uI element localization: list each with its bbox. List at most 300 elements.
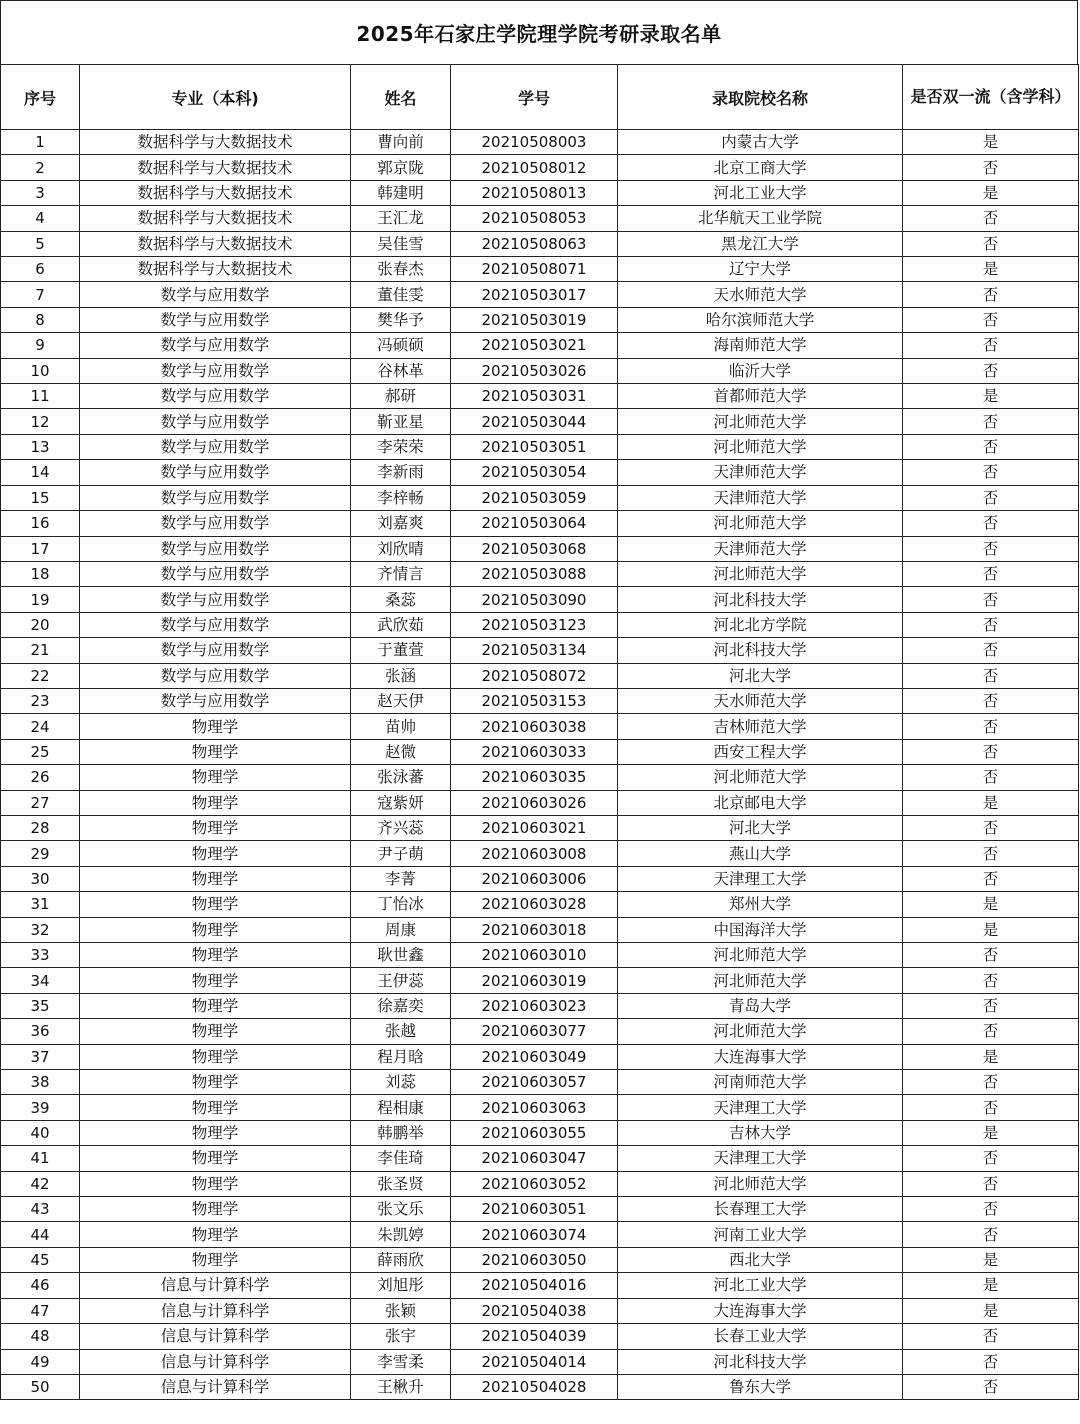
- header-double-first-class: 是否双一流（含学科）: [903, 65, 1079, 130]
- table-row: [1, 841, 1079, 866]
- cell-major: 物理学: [80, 1171, 351, 1196]
- cell-name: 王伊蕊: [351, 968, 451, 993]
- cell-student-id: 20210503021: [451, 333, 618, 358]
- cell-index: 21: [1, 638, 80, 663]
- cell-index: 40: [1, 1120, 80, 1145]
- cell-double-first-class: 是: [903, 790, 1079, 815]
- cell-university: 中国海洋大学: [618, 917, 903, 942]
- cell-student-id: 20210603077: [451, 1019, 618, 1044]
- cell-student-id: 20210503068: [451, 536, 618, 561]
- cell-name: 刘欣晴: [351, 536, 451, 561]
- cell-university: 西安工程大学: [618, 739, 903, 764]
- table-row: [1, 1349, 1079, 1374]
- cell-double-first-class: 否: [903, 1146, 1079, 1171]
- cell-double-first-class: 否: [903, 1222, 1079, 1247]
- cell-university: 西北大学: [618, 1247, 903, 1272]
- cell-major: 物理学: [80, 815, 351, 840]
- cell-double-first-class: 否: [903, 434, 1079, 459]
- cell-double-first-class: 否: [903, 612, 1079, 637]
- table-row: [1, 765, 1079, 790]
- cell-student-id: 20210503064: [451, 511, 618, 536]
- cell-university: 河北工业大学: [618, 1273, 903, 1298]
- cell-index: 14: [1, 460, 80, 485]
- table-row: [1, 333, 1079, 358]
- cell-double-first-class: 否: [903, 1349, 1079, 1374]
- cell-student-id: 20210503153: [451, 688, 618, 713]
- cell-major: 物理学: [80, 1044, 351, 1069]
- table-row: [1, 231, 1079, 256]
- cell-university: 郑州大学: [618, 892, 903, 917]
- cell-major: 物理学: [80, 943, 351, 968]
- table-row: [1, 638, 1079, 663]
- cell-name: 李雪柔: [351, 1349, 451, 1374]
- cell-index: 32: [1, 917, 80, 942]
- table-row: [1, 1019, 1079, 1044]
- cell-student-id: 20210603063: [451, 1095, 618, 1120]
- cell-name: 于董萱: [351, 638, 451, 663]
- table-row: [1, 1324, 1079, 1349]
- cell-major: 数学与应用数学: [80, 536, 351, 561]
- cell-name: 李新雨: [351, 460, 451, 485]
- cell-index: 25: [1, 739, 80, 764]
- table-row: [1, 561, 1079, 586]
- cell-index: 41: [1, 1146, 80, 1171]
- cell-name: 张春杰: [351, 257, 451, 282]
- table-row: [1, 1044, 1079, 1069]
- cell-index: 27: [1, 790, 80, 815]
- cell-student-id: 20210603055: [451, 1120, 618, 1145]
- cell-student-id: 20210503019: [451, 307, 618, 332]
- cell-major: 数学与应用数学: [80, 511, 351, 536]
- cell-index: 46: [1, 1273, 80, 1298]
- cell-major: 数学与应用数学: [80, 638, 351, 663]
- cell-student-id: 20210508063: [451, 231, 618, 256]
- table-row: [1, 1222, 1079, 1247]
- cell-student-id: 20210603052: [451, 1171, 618, 1196]
- cell-student-id: 20210503051: [451, 434, 618, 459]
- table-row: [1, 587, 1079, 612]
- cell-index: 33: [1, 943, 80, 968]
- cell-major: 信息与计算科学: [80, 1324, 351, 1349]
- table-row: [1, 790, 1079, 815]
- cell-university: 内蒙古大学: [618, 130, 903, 155]
- cell-name: 刘蕊: [351, 1070, 451, 1095]
- table-row: [1, 130, 1079, 155]
- cell-name: 刘嘉爽: [351, 511, 451, 536]
- cell-university: 天津理工大学: [618, 1095, 903, 1120]
- table-row: [1, 1120, 1079, 1145]
- cell-name: 尹子萌: [351, 841, 451, 866]
- cell-university: 天水师范大学: [618, 688, 903, 713]
- cell-major: 数据科学与大数据技术: [80, 155, 351, 180]
- cell-name: 程相康: [351, 1095, 451, 1120]
- table-row: [1, 1070, 1079, 1095]
- cell-university: 北华航天工业学院: [618, 206, 903, 231]
- cell-name: 刘旭彤: [351, 1273, 451, 1298]
- cell-name: 樊华予: [351, 307, 451, 332]
- table-row: [1, 536, 1079, 561]
- cell-index: 4: [1, 206, 80, 231]
- cell-name: 曹向前: [351, 130, 451, 155]
- table-row: [1, 1247, 1079, 1272]
- cell-double-first-class: 否: [903, 485, 1079, 510]
- cell-double-first-class: 是: [903, 1120, 1079, 1145]
- cell-student-id: 20210508072: [451, 663, 618, 688]
- cell-major: 数学与应用数学: [80, 612, 351, 637]
- cell-index: 50: [1, 1374, 80, 1399]
- cell-name: 张越: [351, 1019, 451, 1044]
- cell-student-id: 20210603026: [451, 790, 618, 815]
- table-row: [1, 1095, 1079, 1120]
- cell-major: 数学与应用数学: [80, 409, 351, 434]
- cell-double-first-class: 否: [903, 206, 1079, 231]
- cell-major: 物理学: [80, 968, 351, 993]
- table-row: [1, 180, 1079, 205]
- cell-double-first-class: 否: [903, 714, 1079, 739]
- cell-major: 数学与应用数学: [80, 333, 351, 358]
- cell-name: 程月晗: [351, 1044, 451, 1069]
- cell-major: 物理学: [80, 1095, 351, 1120]
- cell-university: 天津师范大学: [618, 485, 903, 510]
- cell-student-id: 20210508071: [451, 257, 618, 282]
- header-student-id: 学号: [451, 65, 618, 130]
- cell-name: 冯硕硕: [351, 333, 451, 358]
- cell-index: 23: [1, 688, 80, 713]
- cell-major: 数学与应用数学: [80, 282, 351, 307]
- cell-university: 河北科技大学: [618, 1349, 903, 1374]
- cell-double-first-class: 否: [903, 688, 1079, 713]
- cell-student-id: 20210503123: [451, 612, 618, 637]
- cell-double-first-class: 是: [903, 180, 1079, 205]
- cell-name: 韩鹏举: [351, 1120, 451, 1145]
- cell-name: 郭京陇: [351, 155, 451, 180]
- cell-student-id: 20210503031: [451, 384, 618, 409]
- cell-double-first-class: 是: [903, 1273, 1079, 1298]
- cell-double-first-class: 否: [903, 561, 1079, 586]
- cell-index: 15: [1, 485, 80, 510]
- cell-university: 河北师范大学: [618, 765, 903, 790]
- cell-name: 李菁: [351, 866, 451, 891]
- cell-university: 河北师范大学: [618, 968, 903, 993]
- cell-name: 齐情言: [351, 561, 451, 586]
- cell-university: 哈尔滨师范大学: [618, 307, 903, 332]
- cell-name: 王汇龙: [351, 206, 451, 231]
- cell-major: 信息与计算科学: [80, 1349, 351, 1374]
- table-row: [1, 815, 1079, 840]
- header-university: 录取院校名称: [618, 65, 903, 130]
- cell-student-id: 20210603028: [451, 892, 618, 917]
- cell-student-id: 20210603035: [451, 765, 618, 790]
- cell-student-id: 20210508012: [451, 155, 618, 180]
- cell-major: 信息与计算科学: [80, 1298, 351, 1323]
- cell-index: 7: [1, 282, 80, 307]
- cell-index: 47: [1, 1298, 80, 1323]
- cell-index: 36: [1, 1019, 80, 1044]
- cell-index: 26: [1, 765, 80, 790]
- cell-name: 张文乐: [351, 1197, 451, 1222]
- cell-student-id: 20210603074: [451, 1222, 618, 1247]
- header-major: 专业（本科): [80, 65, 351, 130]
- cell-university: 天水师范大学: [618, 282, 903, 307]
- cell-major: 信息与计算科学: [80, 1273, 351, 1298]
- cell-student-id: 20210508003: [451, 130, 618, 155]
- cell-university: 河北工业大学: [618, 180, 903, 205]
- cell-name: 张颖: [351, 1298, 451, 1323]
- cell-university: 天津师范大学: [618, 536, 903, 561]
- cell-double-first-class: 是: [903, 130, 1079, 155]
- cell-student-id: 20210504016: [451, 1273, 618, 1298]
- cell-name: 赵微: [351, 739, 451, 764]
- cell-double-first-class: 否: [903, 739, 1079, 764]
- cell-university: 天津师范大学: [618, 460, 903, 485]
- cell-major: 物理学: [80, 739, 351, 764]
- cell-student-id: 20210503026: [451, 358, 618, 383]
- cell-student-id: 20210508013: [451, 180, 618, 205]
- cell-index: 18: [1, 561, 80, 586]
- cell-student-id: 20210503017: [451, 282, 618, 307]
- cell-university: 河北师范大学: [618, 561, 903, 586]
- cell-major: 数据科学与大数据技术: [80, 130, 351, 155]
- cell-name: 谷林革: [351, 358, 451, 383]
- cell-university: 河北科技大学: [618, 587, 903, 612]
- cell-double-first-class: 否: [903, 968, 1079, 993]
- cell-major: 数据科学与大数据技术: [80, 206, 351, 231]
- cell-major: 数学与应用数学: [80, 460, 351, 485]
- cell-double-first-class: 是: [903, 917, 1079, 942]
- cell-major: 数学与应用数学: [80, 663, 351, 688]
- cell-index: 1: [1, 130, 80, 155]
- cell-major: 物理学: [80, 790, 351, 815]
- table-row: [1, 968, 1079, 993]
- cell-name: 郝研: [351, 384, 451, 409]
- cell-major: 物理学: [80, 1070, 351, 1095]
- table-row: [1, 206, 1079, 231]
- table-row: [1, 892, 1079, 917]
- cell-university: 海南师范大学: [618, 333, 903, 358]
- cell-university: 天津理工大学: [618, 866, 903, 891]
- cell-university: 河南工业大学: [618, 1222, 903, 1247]
- cell-university: 河北科技大学: [618, 638, 903, 663]
- cell-index: 45: [1, 1247, 80, 1272]
- cell-name: 周康: [351, 917, 451, 942]
- cell-index: 2: [1, 155, 80, 180]
- cell-student-id: 20210603019: [451, 968, 618, 993]
- cell-name: 吴佳雪: [351, 231, 451, 256]
- table-row: [1, 434, 1079, 459]
- cell-index: 43: [1, 1197, 80, 1222]
- cell-double-first-class: 否: [903, 815, 1079, 840]
- cell-name: 李佳琦: [351, 1146, 451, 1171]
- cell-name: 桑蕊: [351, 587, 451, 612]
- cell-name: 李荣荣: [351, 434, 451, 459]
- cell-double-first-class: 否: [903, 231, 1079, 256]
- cell-double-first-class: 是: [903, 1298, 1079, 1323]
- cell-double-first-class: 否: [903, 282, 1079, 307]
- cell-index: 12: [1, 409, 80, 434]
- cell-student-id: 20210603008: [451, 841, 618, 866]
- cell-double-first-class: 是: [903, 892, 1079, 917]
- cell-university: 黑龙江大学: [618, 231, 903, 256]
- cell-double-first-class: 否: [903, 638, 1079, 663]
- cell-student-id: 20210603049: [451, 1044, 618, 1069]
- cell-double-first-class: 否: [903, 307, 1079, 332]
- table-row: [1, 358, 1079, 383]
- cell-student-id: 20210603050: [451, 1247, 618, 1272]
- cell-name: 寇紫妍: [351, 790, 451, 815]
- cell-double-first-class: 是: [903, 384, 1079, 409]
- cell-name: 薛雨欣: [351, 1247, 451, 1272]
- cell-major: 物理学: [80, 841, 351, 866]
- cell-name: 张圣贤: [351, 1171, 451, 1196]
- cell-name: 董佳雯: [351, 282, 451, 307]
- cell-student-id: 20210603010: [451, 943, 618, 968]
- cell-major: 物理学: [80, 1120, 351, 1145]
- cell-double-first-class: 否: [903, 587, 1079, 612]
- cell-double-first-class: 否: [903, 358, 1079, 383]
- cell-student-id: 20210603021: [451, 815, 618, 840]
- cell-double-first-class: 否: [903, 1324, 1079, 1349]
- table-row: [1, 943, 1079, 968]
- cell-index: 24: [1, 714, 80, 739]
- cell-double-first-class: 否: [903, 409, 1079, 434]
- cell-name: 靳亚星: [351, 409, 451, 434]
- cell-student-id: 20210603051: [451, 1197, 618, 1222]
- cell-name: 李梓畅: [351, 485, 451, 510]
- cell-university: 临沂大学: [618, 358, 903, 383]
- cell-student-id: 20210603006: [451, 866, 618, 891]
- cell-student-id: 20210603023: [451, 993, 618, 1018]
- cell-name: 朱凯婷: [351, 1222, 451, 1247]
- cell-student-id: 20210603057: [451, 1070, 618, 1095]
- cell-double-first-class: 否: [903, 866, 1079, 891]
- cell-index: 35: [1, 993, 80, 1018]
- cell-major: 数学与应用数学: [80, 307, 351, 332]
- cell-university: 大连海事大学: [618, 1044, 903, 1069]
- cell-double-first-class: 否: [903, 1019, 1079, 1044]
- table-row: [1, 282, 1079, 307]
- table-row: [1, 663, 1079, 688]
- cell-major: 数学与应用数学: [80, 561, 351, 586]
- cell-name: 徐嘉奕: [351, 993, 451, 1018]
- table-row: [1, 612, 1079, 637]
- cell-double-first-class: 是: [903, 257, 1079, 282]
- cell-major: 数学与应用数学: [80, 434, 351, 459]
- table-row: [1, 1146, 1079, 1171]
- cell-university: 河北师范大学: [618, 1171, 903, 1196]
- cell-double-first-class: 否: [903, 841, 1079, 866]
- cell-student-id: 20210508053: [451, 206, 618, 231]
- table-row: [1, 688, 1079, 713]
- cell-major: 物理学: [80, 1222, 351, 1247]
- cell-name: 王楸升: [351, 1374, 451, 1399]
- table-row: [1, 1197, 1079, 1222]
- cell-double-first-class: 否: [903, 536, 1079, 561]
- cell-major: 信息与计算科学: [80, 1374, 351, 1399]
- cell-university: 首都师范大学: [618, 384, 903, 409]
- cell-name: 张宇: [351, 1324, 451, 1349]
- cell-index: 42: [1, 1171, 80, 1196]
- cell-university: 河北大学: [618, 663, 903, 688]
- table-row: [1, 155, 1079, 180]
- table-row: [1, 917, 1079, 942]
- cell-university: 河北师范大学: [618, 943, 903, 968]
- table-row: [1, 866, 1079, 891]
- cell-index: 29: [1, 841, 80, 866]
- cell-university: 吉林大学: [618, 1120, 903, 1145]
- cell-university: 鲁东大学: [618, 1374, 903, 1399]
- cell-index: 16: [1, 511, 80, 536]
- cell-index: 28: [1, 815, 80, 840]
- cell-university: 大连海事大学: [618, 1298, 903, 1323]
- cell-major: 物理学: [80, 1197, 351, 1222]
- cell-index: 38: [1, 1070, 80, 1095]
- header-index: 序号: [1, 65, 80, 130]
- cell-major: 物理学: [80, 1146, 351, 1171]
- cell-university: 燕山大学: [618, 841, 903, 866]
- cell-index: 20: [1, 612, 80, 637]
- cell-university: 天津理工大学: [618, 1146, 903, 1171]
- cell-major: 数学与应用数学: [80, 485, 351, 510]
- table-row: [1, 485, 1079, 510]
- cell-double-first-class: 否: [903, 663, 1079, 688]
- cell-university: 河北师范大学: [618, 511, 903, 536]
- cell-student-id: 20210603018: [451, 917, 618, 942]
- cell-student-id: 20210504038: [451, 1298, 618, 1323]
- cell-student-id: 20210504014: [451, 1349, 618, 1374]
- cell-index: 13: [1, 434, 80, 459]
- table-row: [1, 1298, 1079, 1323]
- cell-major: 物理学: [80, 765, 351, 790]
- table-header-row: [1, 65, 1079, 130]
- cell-name: 耿世鑫: [351, 943, 451, 968]
- cell-university: 北京工商大学: [618, 155, 903, 180]
- cell-major: 物理学: [80, 892, 351, 917]
- cell-name: 苗帅: [351, 714, 451, 739]
- table-row: [1, 993, 1079, 1018]
- admission-table: [0, 64, 1079, 1400]
- cell-major: 物理学: [80, 993, 351, 1018]
- cell-university: 河北师范大学: [618, 409, 903, 434]
- cell-index: 10: [1, 358, 80, 383]
- cell-index: 31: [1, 892, 80, 917]
- cell-index: 48: [1, 1324, 80, 1349]
- cell-index: 9: [1, 333, 80, 358]
- cell-double-first-class: 否: [903, 943, 1079, 968]
- cell-index: 37: [1, 1044, 80, 1069]
- cell-student-id: 20210603038: [451, 714, 618, 739]
- cell-double-first-class: 是: [903, 1044, 1079, 1069]
- cell-index: 34: [1, 968, 80, 993]
- table-row: [1, 739, 1079, 764]
- cell-student-id: 20210503090: [451, 587, 618, 612]
- cell-double-first-class: 否: [903, 511, 1079, 536]
- table-row: [1, 460, 1079, 485]
- cell-student-id: 20210503059: [451, 485, 618, 510]
- cell-index: 44: [1, 1222, 80, 1247]
- cell-name: 张泳蕃: [351, 765, 451, 790]
- cell-double-first-class: 否: [903, 155, 1079, 180]
- cell-university: 河北大学: [618, 815, 903, 840]
- cell-index: 30: [1, 866, 80, 891]
- cell-double-first-class: 否: [903, 333, 1079, 358]
- table-row: [1, 511, 1079, 536]
- cell-index: 3: [1, 180, 80, 205]
- cell-index: 39: [1, 1095, 80, 1120]
- cell-student-id: 20210504028: [451, 1374, 618, 1399]
- cell-double-first-class: 否: [903, 460, 1079, 485]
- cell-double-first-class: 是: [903, 1247, 1079, 1272]
- cell-name: 赵天伊: [351, 688, 451, 713]
